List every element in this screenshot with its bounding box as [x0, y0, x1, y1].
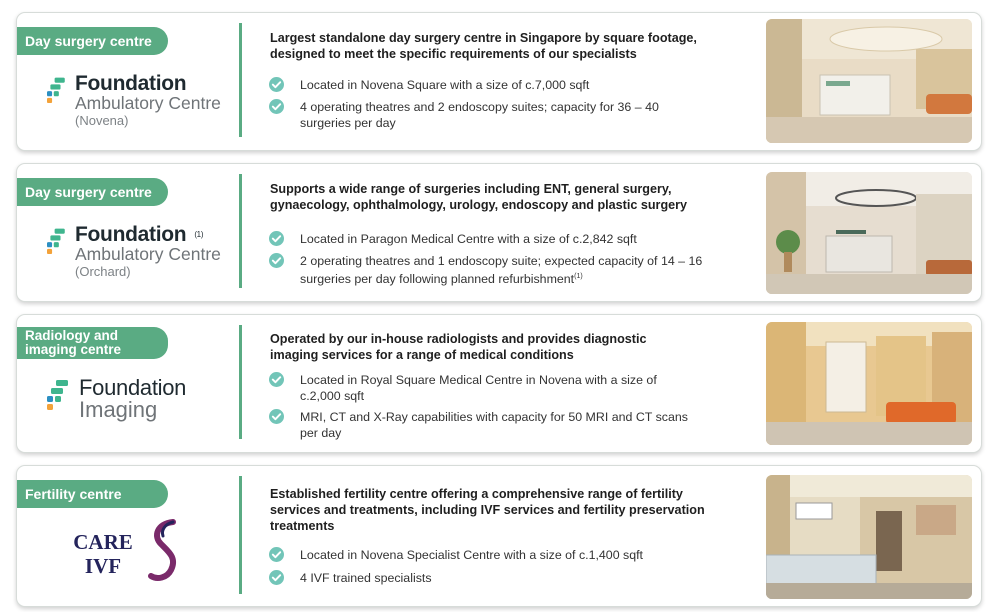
- clinic-lobby-photo: [766, 19, 972, 143]
- divider: [239, 476, 242, 594]
- logo-location: (Novena): [75, 113, 129, 128]
- bullet-text: 2 operating theatres and 1 endoscopy suite; expected capacity of 14 – 16 surgeries per day following planned refurbishment: [300, 254, 703, 287]
- fertility-reception-photo: [766, 475, 972, 599]
- logo-brand-text: Foundation: [75, 223, 187, 246]
- category-tag: Day surgery centre: [17, 178, 168, 206]
- category-tag: [17, 327, 168, 359]
- bullet-list: [269, 547, 709, 592]
- tag-line: Radiology and: [25, 328, 119, 343]
- logo-brand: [75, 224, 221, 245]
- list-item: [269, 231, 709, 247]
- logo-line: CARE: [73, 530, 133, 554]
- check-icon: [269, 570, 284, 585]
- facility-card-novena: [16, 12, 982, 151]
- bullet-text: 4 operating theatres and 2 endoscopy suites; capacity for 36 – 40 surgeries per day: [300, 100, 659, 130]
- footnote-marker: (1): [194, 230, 204, 239]
- bullet-list: [269, 231, 709, 293]
- card-headline: Established fertility centre offering a comprehensive range of fertility services and treatments, including IVF services and fertility preservation treatments: [270, 487, 705, 533]
- facility-card-imaging: [16, 314, 982, 453]
- check-icon: [269, 409, 284, 424]
- reception-photo: [766, 172, 972, 294]
- tag-line: imaging centre: [25, 342, 122, 357]
- logo-subtitle: Ambulatory Centre: [75, 244, 221, 264]
- list-item: [269, 372, 689, 404]
- check-icon: [269, 231, 284, 246]
- list-item: [269, 99, 709, 131]
- check-icon: [269, 77, 284, 92]
- check-icon: [269, 253, 284, 268]
- category-tag: Day surgery centre: [17, 27, 168, 55]
- divider: [239, 23, 242, 137]
- check-icon: [269, 547, 284, 562]
- logo-brand: Foundation: [79, 375, 187, 400]
- foundation-mark-icon: [47, 379, 73, 415]
- card-headline: Operated by our in-house radiologists and provides diagnostic imaging services for a range of medical conditions: [270, 332, 647, 362]
- foundation-imaging-logo: [47, 375, 237, 425]
- care-ivf-logo: [67, 518, 197, 588]
- check-icon: [269, 372, 284, 387]
- divider: [239, 325, 242, 439]
- bullet-list: [269, 372, 689, 447]
- logo-subtitle: Ambulatory Centre: [75, 93, 221, 113]
- card-headline: Supports a wide range of surgeries including ENT, general surgery, gynaecology, ophthalmology, urology, endoscopy and plastic surgery: [270, 182, 688, 212]
- foundation-mark-icon: [47, 77, 69, 107]
- check-icon: [269, 99, 284, 114]
- bullet-text: Located in Novena Specialist Centre with a size of c.1,400 sqft: [300, 548, 643, 562]
- list-item: [269, 253, 709, 287]
- bullet-text: Located in Royal Square Medical Centre in Novena with a size of c.2,000 sqft: [300, 373, 657, 403]
- waiting-room-photo: [766, 322, 972, 445]
- list-item: [269, 77, 709, 93]
- foundation-mark-icon: [47, 228, 69, 258]
- card-headline: Largest standalone day surgery centre in Singapore by square footage, designed to meet the specific requirements of our specialists: [270, 31, 697, 61]
- foundation-ambulatory-logo: [47, 224, 237, 284]
- divider: [239, 174, 242, 288]
- swan-s-icon: [143, 518, 183, 584]
- footnote-marker: (1): [574, 273, 583, 280]
- logo-subtitle: Imaging: [79, 397, 158, 422]
- list-item: [269, 409, 689, 441]
- bullet-text: Located in Novena Square with a size of c.7,000 sqft: [300, 78, 590, 92]
- list-item: [269, 570, 709, 586]
- bullet-list: [269, 77, 709, 137]
- logo-location: (Orchard): [75, 264, 131, 279]
- logo-line: IVF: [84, 554, 122, 578]
- list-item: [269, 547, 709, 563]
- bullet-text: MRI, CT and X-Ray capabilities with capacity for 50 MRI and CT scans per day: [300, 410, 688, 440]
- bullet-text: 4 IVF trained specialists: [300, 571, 432, 585]
- bullet-text: Located in Paragon Medical Centre with a size of c.2,842 sqft: [300, 232, 637, 246]
- category-tag: Fertility centre: [17, 480, 168, 508]
- foundation-ambulatory-logo: [47, 73, 227, 133]
- logo-brand: Foundation: [75, 72, 187, 95]
- facility-card-orchard: [16, 163, 982, 302]
- facility-card-fertility: [16, 465, 982, 607]
